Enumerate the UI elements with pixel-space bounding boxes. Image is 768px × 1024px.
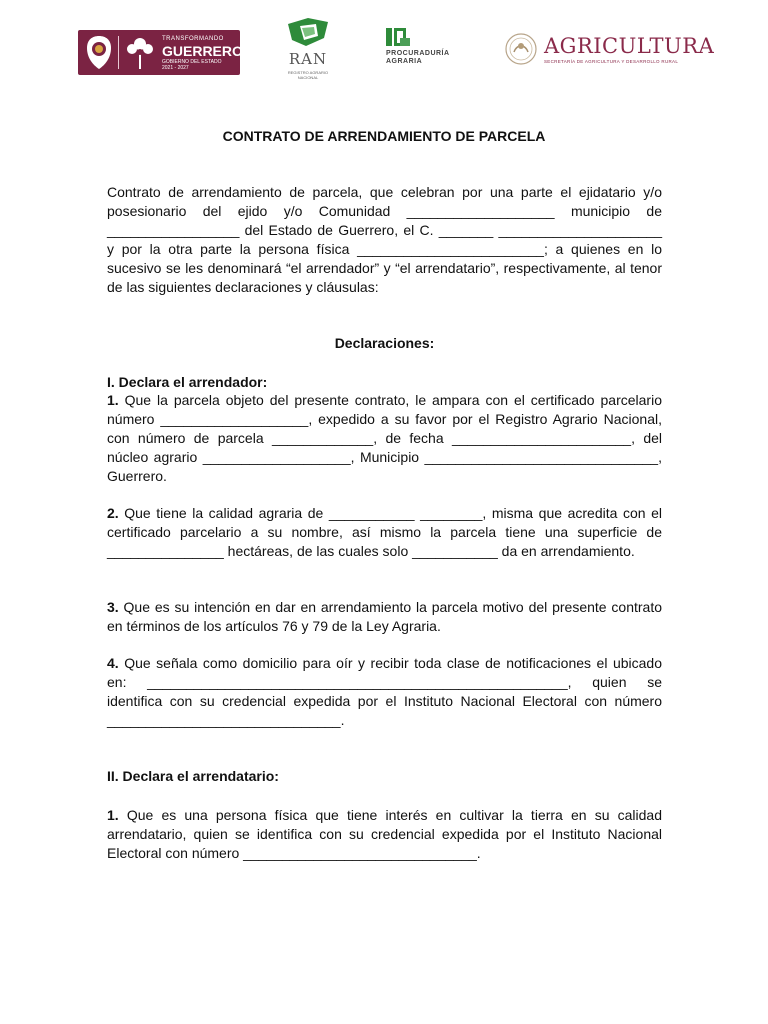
guerrero-line1: TRANSFORMANDO xyxy=(162,36,224,42)
guerrero-divider xyxy=(118,36,119,69)
declaraciones-heading: Declaraciones: xyxy=(334,335,435,351)
intro-block xyxy=(107,183,662,297)
section1-heading-block xyxy=(107,373,662,392)
section2-heading: II. Declara el arrendatario: xyxy=(107,768,279,784)
guerrero-tree-icon xyxy=(124,34,156,71)
section1-item-1 xyxy=(107,391,662,486)
item-text: Que la parcela objeto del presente contrato, le ampara con el certificado parcelario número ___________________, expedido a su favor por el Registro Agrario Nacional, con número de parcela _____________, de fecha _______________________, del núcleo agrario ___________________, Municipio ______________________________, Guerrero. xyxy=(107,392,662,484)
item-text: Que es una persona física que tiene interés en cultivar la tierra en su calidad arrendatario, quien se identifica con su credencial expedida por el Instituto Nacional Electoral con número ______________________________. xyxy=(107,807,662,861)
ran-word: RAN xyxy=(288,50,328,68)
guerrero-line4: 2021 - 2027 xyxy=(162,65,189,71)
ran-sub1: REGISTRO AGRARIO xyxy=(287,70,329,75)
guerrero-logo xyxy=(78,30,243,75)
ran-logo xyxy=(278,18,338,84)
procuraduria-mark-icon xyxy=(386,28,412,48)
section1-item-2 xyxy=(107,504,662,561)
intro-paragraph: Contrato de arrendamiento de parcela, que celebran por una parte el ejidatario y/o posesionario del ejido y/o Comunidad ___________________ municipio de _________________ del Estado de Guerrero, el C. _______ _____________________ y por la otra parte la persona física ________________________; a quienes en lo sucesivo se les denominará “el arrendador” y “el arrendatario”, respectivamente, al tenor de las siguientes declaraciones y cláusulas: xyxy=(107,184,662,295)
ran-mark-icon xyxy=(286,18,330,48)
agricultura-subtitle: SECRETARÍA DE AGRICULTURA Y DESARROLLO RURAL xyxy=(544,59,679,64)
section2-heading-block xyxy=(107,767,662,786)
guerrero-line2: GUERRERO xyxy=(162,43,243,59)
declaraciones-block xyxy=(107,334,662,353)
item-number: 3. xyxy=(107,599,119,615)
procuraduria-line1: PROCURADURÍA xyxy=(386,50,450,57)
item-number: 2. xyxy=(107,505,119,521)
item-number: 1. xyxy=(107,392,119,408)
item-number: 1. xyxy=(107,807,119,823)
procuraduria-logo xyxy=(384,26,464,70)
guerrero-line3: GOBIERNO DEL ESTADO xyxy=(162,59,222,65)
item-number: 4. xyxy=(107,655,119,671)
item-text: Que tiene la calidad agraria de ___________ ________, misma que acredita con el certificado parcelario a su nombre, así mismo la parcela tiene una superficie de _______________ hectáreas, de las cuales solo ___________ da en arrendamiento. xyxy=(107,505,662,559)
section2-item-1 xyxy=(107,806,662,863)
ran-sub2: NACIONAL xyxy=(297,75,319,80)
document-title: CONTRATO DE ARRENDAMIENTO DE PARCELA xyxy=(222,128,546,144)
procuraduria-line2: AGRARIA xyxy=(386,58,423,65)
section1-item-3 xyxy=(107,598,662,636)
section1-heading: I. Declara el arrendador: xyxy=(107,374,268,390)
agricultura-word: AGRICULTURA xyxy=(544,34,715,58)
national-seal-icon xyxy=(504,32,538,66)
item-text: Que señala como domicilio para oír y recibir toda clase de notificaciones el ubicado en: ______________________________________________________, quien se identifica con su credencial expedida por el Instituto Nacional Electoral con número ______________________________. xyxy=(107,655,662,728)
item-text: Que es su intención en dar en arrendamiento la parcela motivo del presente contrato en términos de los artículos 76 y 79 de la Ley Agraria. xyxy=(107,599,662,634)
guerrero-shield-icon xyxy=(84,34,114,71)
agricultura-logo xyxy=(502,30,715,70)
ran-subtitle xyxy=(278,70,338,80)
section1-item-4 xyxy=(107,654,662,730)
